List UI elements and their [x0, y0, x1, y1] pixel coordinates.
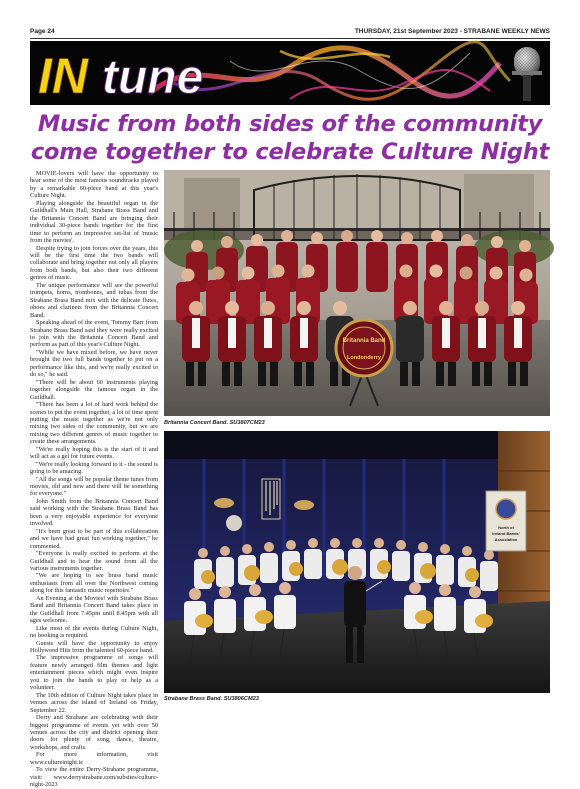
article-paragraph: Derry and Strabane are celebrating with their biggest programme of events yet with over 50 venues across the city and district opening their doors for plenty of song, dance, theatre, workshops, and crafts. — [30, 714, 158, 751]
banner-text-line3: Association — [494, 537, 518, 542]
banner-text-line2: Ireland Bands' — [492, 531, 520, 536]
article-paragraph: An Evening at the Movies! with Strabane Brass Band and Britannia Concert Band takes place in the Guildhall from 7.45pm until 8.45pm with all ages welcome. — [30, 594, 158, 625]
headline-line-1: Music from both sides of the community — [37, 111, 543, 137]
article-paragraph: Playing alongside the beautiful organ in the Guildhall's Main Hall, Strabane Brass Band and the Britannia Concert Band are bringing their individual 30-piece bands together for the first time to perform an impressive set-list of 'music from the movies'. — [30, 199, 158, 245]
article-paragraph: "While we have mixed before, we have never brought the two full bands together to put on a performance like this, and we're really excited to do so," he said. — [30, 348, 158, 379]
article-paragraph: "Everyone is really excited to perform at the Guildhall and to hear the sound from all the various instruments together. — [30, 550, 158, 573]
article-paragraph: "There will be about 60 instruments playing together alongside the famous organ in the Guildhall. — [30, 378, 158, 401]
article-paragraph: The unique performance will see the powerful trumpets, horns, trombones, and tubas from the Strabane Brass Band mix with the delicate flutes, oboes and clarinets from the Britannia Concert Band. — [30, 281, 158, 319]
article-paragraph: Like most of the events during Culture Night, no booking is required. — [30, 624, 158, 640]
drum-text-bottom: Londonderry — [347, 355, 381, 361]
banner-text-line1: North of — [498, 525, 514, 530]
article-paragraph: For more information, visit www.cultureinight.ie — [30, 751, 158, 766]
article-paragraph: The impressive programme of songs will feature newly arranged film themes and light entertainment pieces which might even inspire you to join the bands to play or help as a volunteer. — [30, 654, 158, 692]
article-paragraph: The 10th edition of Culture Night takes place in venues across the island of Ireland on Friday, September 22. — [30, 691, 158, 714]
article-paragraph: Speaking ahead of the event, Tommy Barr from Strabane Brass Band said they were really excited to join with the Britannia Concert Band and perform as part of this year's Culture Night. — [30, 319, 158, 349]
association-banner — [486, 491, 526, 551]
article-paragraph: Guests will have the opportunity to enjoy Hollywood Hits from the talented 60-piece band. — [30, 639, 158, 654]
article-paragraph: Despite trying to join forces over the years, this will be the first time the two bands will collaborate and bring together not only all players from both bands, but also their two different genres of music. — [30, 244, 158, 282]
article-body — [30, 170, 158, 789]
article-paragraph: "There has been a lot of hard work behind the scenes to put the event together, a lot of time spent putting the music together as we're not only mixing two sides of the community, but we are mixing two different genres of music together to create these arrangements. — [30, 401, 158, 446]
issue-date-line: THURSDAY, 21st September 2023 - STRABANE WEEKLY NEWS — [354, 28, 550, 35]
article-paragraph: "All the songs will be popular theme tunes from movies, old and new and there will be something for everyone." — [30, 475, 158, 498]
page-number: Page 24 — [30, 28, 55, 35]
banner-logo-tune: tune — [102, 51, 204, 104]
strabane-band-photo — [164, 431, 550, 693]
page-header-line — [30, 28, 550, 38]
header-rule — [30, 38, 550, 39]
article-headline — [30, 110, 550, 166]
photo1-caption: Britannia Concert Band. SU3807CM23 — [164, 420, 265, 426]
headline-line-2: come together to celebrate Culture Night — [30, 139, 550, 165]
photo2-caption: Strabane Brass Band. SU3806CM23 — [164, 696, 259, 702]
article-paragraph: John Smith from the Britannia Concert Band said working with the Strabane Brass Band has been a very enjoyable experience for everyone involved. — [30, 497, 158, 528]
article-paragraph: To view the entire Derry-Strabane programme, visit: www.derrystrabane.com/subsites/culture-night-2023 — [30, 766, 158, 789]
microphone-icon — [512, 47, 542, 101]
britannia-band-photo — [164, 170, 550, 416]
banner-artwork — [30, 41, 550, 105]
article-paragraph: MOVIE-lovers will have the opportunity to hear some of the most famous soundtracks played by a remarkable 60-piece band at this year's Culture Night. — [30, 170, 158, 200]
banner-logo-in: IN — [38, 48, 88, 104]
article-paragraph: "We are hoping to see brass band music enthusiasts from all over the Northwest coming along for this fantastic music repertoire." — [30, 572, 158, 595]
intune-banner — [30, 41, 550, 105]
drum-text-top: Britannia Band — [342, 338, 386, 344]
article-paragraph: "We're really hoping this is the start of it and will act as a gel for future events. — [30, 445, 158, 461]
article-paragraph: "It's been great to be part of this collaboration and we have had great fun working together," he commented. — [30, 527, 158, 550]
article-paragraph: "We're really looking forward to it - the sound is going to be amazing. — [30, 460, 158, 476]
